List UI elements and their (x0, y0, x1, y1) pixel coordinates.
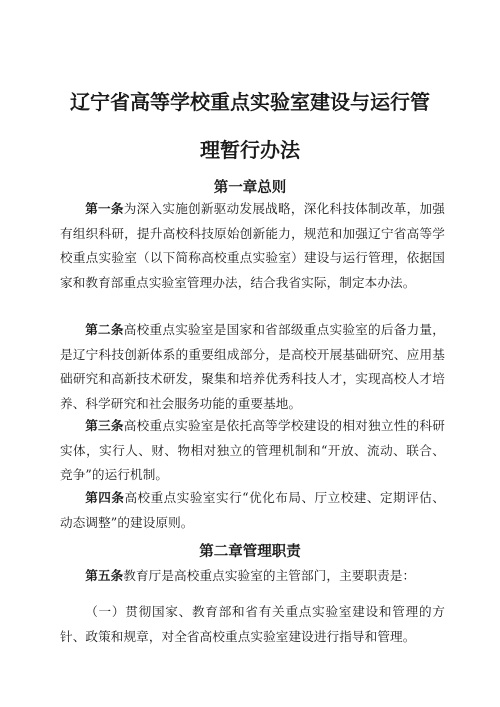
article-1-text: 为深入实施创新驱动发展战略，深化科技体制改革，加强有组织科研，提升高校科技原始创新能力，规范和加强辽宁省高等学校重点实验室（以下简称高校重点实验室）建设与运行管理，依据国家和教育部重点实验室管理办法，结合我省实际，制定本办法。 (60, 201, 445, 290)
article-2 (60, 318, 445, 416)
chapter-heading-1: 第一章总则 (213, 180, 287, 196)
article-5-lead: 第五条 (85, 568, 124, 583)
article-5 (60, 564, 445, 589)
article-4-lead: 第四条 (85, 490, 125, 505)
document-title-line-1: 辽宁省高等学校重点实验室建设与运行管 (70, 90, 430, 114)
article-2-lead: 第二条 (85, 322, 124, 337)
article-5-item-1: （一）贯彻国家、教育部和省有关重点实验室建设和管理的方针、政策和规章，对全省高校重点实验室建设进行指导和管理。 (60, 604, 445, 644)
document-title-line-2: 理暂行办法 (200, 138, 300, 162)
article-4-text: 高校重点实验室实行“优化布局、厅立校建、定期评估、动态调整”的建设原则。 (60, 490, 445, 530)
article-1-lead: 第一条 (85, 201, 124, 216)
article-3-lead: 第三条 (85, 418, 124, 433)
article-4 (60, 486, 445, 535)
article-5-text: 教育厅是高校重点实验室的主管部门，主要职责是： (123, 568, 416, 583)
article-3 (60, 414, 445, 488)
chapter-heading-2: 第二章管理职责 (199, 544, 301, 560)
article-1 (60, 197, 445, 295)
article-3-text: 高校重点实验室是依托高等学校建设的相对独立性的科研实体，实行人、财、物相对独立的管理机制和“开放、流动、联合、竞争”的运行机制。 (60, 418, 445, 482)
article-2-text: 高校重点实验室是国家和省部级重点实验室的后备力量，是辽宁科技创新体系的重要组成部分，是高校开展基础研究、应用基础研究和高新技术研发，聚集和培养优秀科技人才，实现高校人才培养、科学研究和社会服务功能的重要基地。 (60, 322, 445, 411)
